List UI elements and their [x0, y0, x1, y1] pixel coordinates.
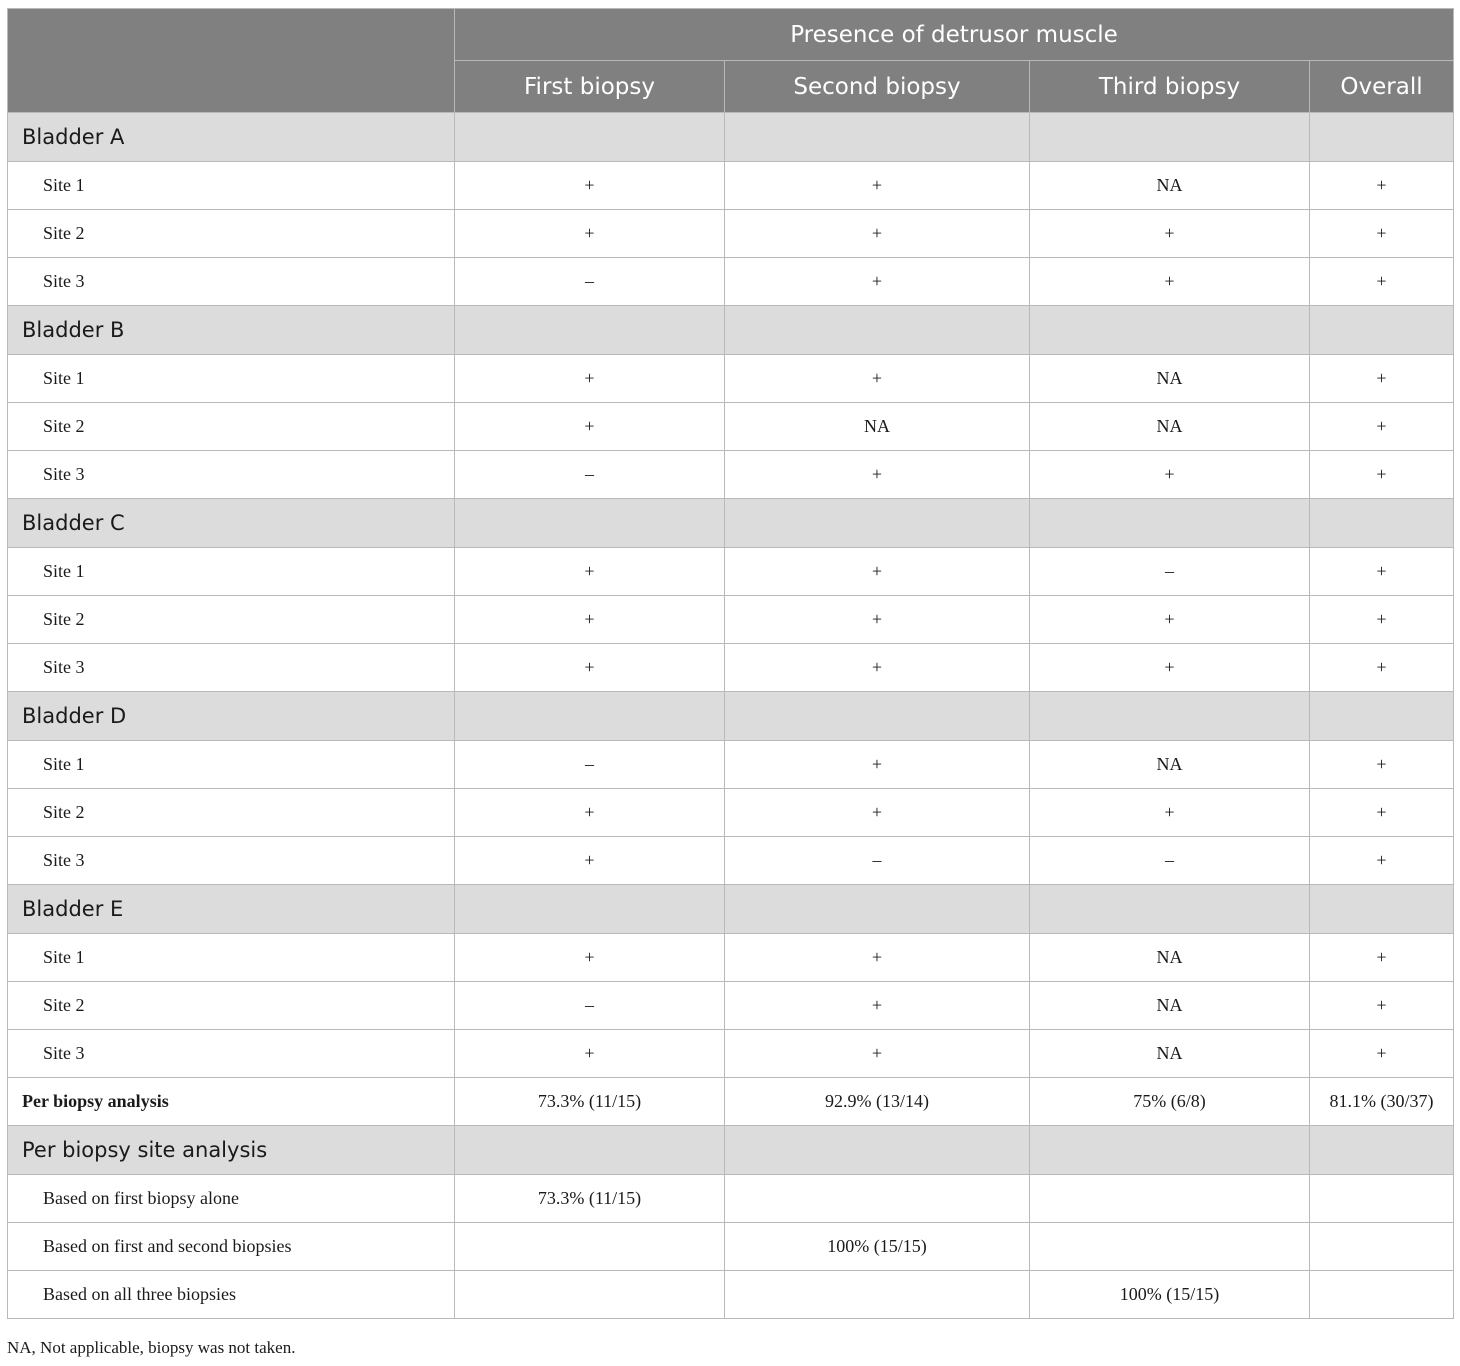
group-label: Bladder E — [8, 885, 455, 934]
site-label: Site 2 — [8, 596, 455, 644]
result-cell: NA — [1030, 934, 1310, 982]
group-empty-cell — [725, 306, 1030, 355]
header-first-biopsy: First biopsy — [455, 61, 725, 113]
group-empty-cell — [1030, 1126, 1310, 1175]
site-label: Site 1 — [8, 741, 455, 789]
result-cell: – — [455, 741, 725, 789]
result-cell: + — [725, 355, 1030, 403]
table-body — [8, 113, 1454, 1319]
group-empty-cell — [1310, 306, 1454, 355]
site-label: Site 2 — [8, 403, 455, 451]
result-cell: + — [1310, 934, 1454, 982]
per-site-value — [1310, 1271, 1454, 1319]
group-empty-cell — [455, 1126, 725, 1175]
result-cell: + — [725, 162, 1030, 210]
result-cell: + — [1310, 789, 1454, 837]
group-empty-cell — [1030, 692, 1310, 741]
result-cell: – — [1030, 548, 1310, 596]
result-cell: + — [455, 596, 725, 644]
group-empty-cell — [455, 306, 725, 355]
result-cell: + — [1310, 258, 1454, 306]
result-cell: + — [1310, 355, 1454, 403]
site-label: Site 3 — [8, 644, 455, 692]
result-cell: + — [1310, 451, 1454, 499]
group-empty-cell — [1030, 885, 1310, 934]
group-empty-cell — [725, 499, 1030, 548]
per-site-value — [1310, 1175, 1454, 1223]
bladder-group-row — [8, 692, 1454, 741]
result-cell: + — [725, 741, 1030, 789]
per-site-value — [455, 1271, 725, 1319]
per-site-label: Based on first biopsy alone — [8, 1175, 455, 1223]
result-cell: – — [725, 837, 1030, 885]
header-overall: Overall — [1310, 61, 1454, 113]
group-empty-cell — [725, 692, 1030, 741]
result-cell: + — [725, 644, 1030, 692]
result-cell: + — [725, 548, 1030, 596]
group-empty-cell — [1310, 499, 1454, 548]
table-row — [8, 596, 1454, 644]
result-cell: + — [1310, 403, 1454, 451]
result-cell: NA — [725, 403, 1030, 451]
result-cell: + — [455, 934, 725, 982]
result-cell: + — [1310, 982, 1454, 1030]
result-cell: – — [455, 258, 725, 306]
per-site-row — [8, 1175, 1454, 1223]
table-row — [8, 162, 1454, 210]
detrusor-muscle-table — [7, 8, 1454, 1319]
group-empty-cell — [1310, 113, 1454, 162]
group-empty-cell — [1030, 499, 1310, 548]
group-empty-cell — [455, 885, 725, 934]
table-footnote: NA, Not applicable, biopsy was not taken. — [7, 1338, 296, 1357]
group-empty-cell — [455, 692, 725, 741]
group-label: Bladder A — [8, 113, 455, 162]
bladder-group-row — [8, 499, 1454, 548]
table-row — [8, 934, 1454, 982]
result-cell: + — [455, 403, 725, 451]
result-cell: + — [455, 1030, 725, 1078]
header-second-biopsy: Second biopsy — [725, 61, 1030, 113]
table-row — [8, 982, 1454, 1030]
result-cell: – — [455, 982, 725, 1030]
result-cell: + — [455, 162, 725, 210]
per-biopsy-row — [8, 1078, 1454, 1126]
result-cell: + — [1030, 596, 1310, 644]
per-site-label: Based on first and second biopsies — [8, 1223, 455, 1271]
table-row — [8, 1030, 1454, 1078]
table-row — [8, 741, 1454, 789]
table-row — [8, 403, 1454, 451]
table-row — [8, 644, 1454, 692]
result-cell: + — [1310, 741, 1454, 789]
group-empty-cell — [725, 1126, 1030, 1175]
per-site-value — [725, 1271, 1030, 1319]
bladder-group-row — [8, 113, 1454, 162]
group-label: Bladder C — [8, 499, 455, 548]
per-site-value: 100% (15/15) — [725, 1223, 1030, 1271]
table-row — [8, 210, 1454, 258]
site-label: Site 3 — [8, 258, 455, 306]
site-label: Site 2 — [8, 210, 455, 258]
result-cell: + — [1030, 210, 1310, 258]
group-empty-cell — [455, 499, 725, 548]
table-row — [8, 451, 1454, 499]
per-biopsy-value: 75% (6/8) — [1030, 1078, 1310, 1126]
site-label: Site 2 — [8, 982, 455, 1030]
table-row — [8, 548, 1454, 596]
group-empty-cell — [1030, 306, 1310, 355]
table-row — [8, 789, 1454, 837]
result-cell: NA — [1030, 355, 1310, 403]
group-empty-cell — [455, 113, 725, 162]
result-cell: + — [725, 451, 1030, 499]
result-cell: + — [1030, 258, 1310, 306]
per-site-value — [1030, 1175, 1310, 1223]
result-cell: + — [725, 210, 1030, 258]
per-site-group-row — [8, 1126, 1454, 1175]
site-label: Site 3 — [8, 837, 455, 885]
per-site-value — [1310, 1223, 1454, 1271]
per-site-value — [1030, 1223, 1310, 1271]
header-third-biopsy: Third biopsy — [1030, 61, 1310, 113]
header-span-title: Presence of detrusor muscle — [455, 9, 1454, 61]
table-row — [8, 258, 1454, 306]
result-cell: + — [725, 789, 1030, 837]
per-site-value: 73.3% (11/15) — [455, 1175, 725, 1223]
group-empty-cell — [1030, 113, 1310, 162]
site-label: Site 1 — [8, 548, 455, 596]
result-cell: + — [725, 258, 1030, 306]
group-label: Bladder D — [8, 692, 455, 741]
site-label: Site 1 — [8, 355, 455, 403]
result-cell: + — [455, 837, 725, 885]
bladder-group-row — [8, 306, 1454, 355]
table-row — [8, 837, 1454, 885]
table-header — [8, 9, 1454, 113]
result-cell: NA — [1030, 403, 1310, 451]
group-label: Bladder B — [8, 306, 455, 355]
per-biopsy-value: 92.9% (13/14) — [725, 1078, 1030, 1126]
header-corner-cell — [8, 9, 455, 113]
group-empty-cell — [725, 113, 1030, 162]
table-row — [8, 355, 1454, 403]
per-site-label: Based on all three biopsies — [8, 1271, 455, 1319]
site-label: Site 1 — [8, 934, 455, 982]
site-label: Site 2 — [8, 789, 455, 837]
result-cell: + — [1310, 837, 1454, 885]
result-cell: + — [455, 789, 725, 837]
result-cell: NA — [1030, 741, 1310, 789]
result-cell: + — [725, 934, 1030, 982]
result-cell: – — [1030, 837, 1310, 885]
result-cell: + — [1310, 210, 1454, 258]
result-cell: + — [455, 644, 725, 692]
result-cell: + — [1030, 644, 1310, 692]
group-empty-cell — [725, 885, 1030, 934]
group-empty-cell — [1310, 885, 1454, 934]
result-cell: + — [1310, 596, 1454, 644]
per-site-row — [8, 1271, 1454, 1319]
result-cell: + — [1310, 1030, 1454, 1078]
site-label: Site 3 — [8, 451, 455, 499]
result-cell: + — [455, 355, 725, 403]
group-empty-cell — [1310, 692, 1454, 741]
result-cell: + — [1310, 162, 1454, 210]
result-cell: NA — [1030, 162, 1310, 210]
result-cell: + — [1310, 548, 1454, 596]
result-cell: NA — [1030, 982, 1310, 1030]
result-cell: + — [725, 596, 1030, 644]
per-site-value — [455, 1223, 725, 1271]
per-site-value — [725, 1175, 1030, 1223]
result-cell: + — [725, 982, 1030, 1030]
per-biopsy-label: Per biopsy analysis — [8, 1078, 455, 1126]
site-label: Site 3 — [8, 1030, 455, 1078]
result-cell: + — [725, 1030, 1030, 1078]
per-biopsy-value: 81.1% (30/37) — [1310, 1078, 1454, 1126]
per-site-row — [8, 1223, 1454, 1271]
result-cell: – — [455, 451, 725, 499]
site-label: Site 1 — [8, 162, 455, 210]
result-cell: + — [455, 210, 725, 258]
per-site-value: 100% (15/15) — [1030, 1271, 1310, 1319]
group-label: Per biopsy site analysis — [8, 1126, 455, 1175]
result-cell: + — [455, 548, 725, 596]
result-cell: + — [1030, 451, 1310, 499]
result-cell: + — [1030, 789, 1310, 837]
per-biopsy-value: 73.3% (11/15) — [455, 1078, 725, 1126]
group-empty-cell — [1310, 1126, 1454, 1175]
bladder-group-row — [8, 885, 1454, 934]
result-cell: NA — [1030, 1030, 1310, 1078]
result-cell: + — [1310, 644, 1454, 692]
